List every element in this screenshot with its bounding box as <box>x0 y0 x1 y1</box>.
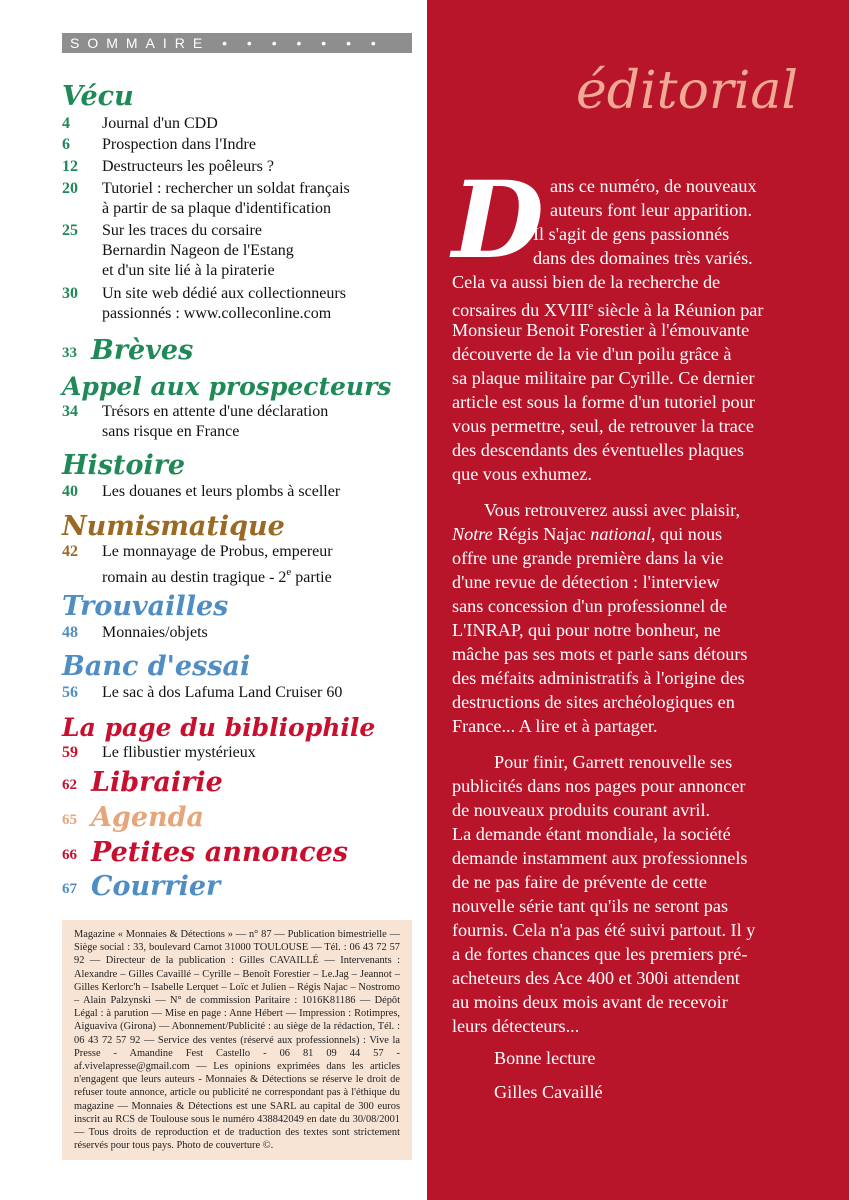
text-run: siècle à la Réunion par <box>593 300 764 320</box>
entry-title: Monnaies/objets <box>102 624 208 641</box>
section-title: Petites annonces <box>91 837 348 868</box>
page-number: 56 <box>62 684 78 701</box>
entry-line: Bernardin Nageon de l'Estang <box>102 242 294 259</box>
section-librairie[interactable] <box>62 768 223 800</box>
editorial-title: éditorial <box>575 61 798 121</box>
section-breves[interactable] <box>62 336 193 368</box>
page-number: 6 <box>62 136 70 153</box>
entry-title: Le sac à dos Lafuma Land Cruiser 60 <box>102 684 343 701</box>
entry-line: Un site web dédié aux collectionneurs <box>102 285 346 302</box>
text-run: Régis Najac <box>492 524 591 544</box>
body-line: demande instamment aux professionnels <box>452 848 748 868</box>
body-line: de nouveaux produits courant avril. <box>452 800 711 820</box>
body-line: Vous retrouverez aussi avec plaisir, <box>484 500 740 520</box>
body-line: article est sous la forme d'un tutoriel pour <box>452 392 755 412</box>
body-line: La demande étant mondiale, la société <box>452 824 731 844</box>
page-number: 62 <box>62 777 77 793</box>
body-line: Monsieur Benoit Forestier à l'émouvante <box>452 320 750 340</box>
body-line: destructions de sites archéologiques en <box>452 692 735 712</box>
entry-line: à partir de sa plaque d'identification <box>102 200 332 217</box>
body-line: ans ce numéro, de nouveaux <box>550 176 757 196</box>
entry-line: romain au destin tragique - 2 <box>102 569 287 586</box>
entry-line: passionnés : www.colleconline.com <box>102 305 332 322</box>
page-number: 12 <box>62 158 78 175</box>
page-number: 59 <box>62 744 78 761</box>
body-line: nouvelle série tant qu'ils ne seront pas <box>452 896 729 916</box>
section-banc-essai[interactable]: Banc d'essai <box>62 651 251 682</box>
page-number: 48 <box>62 624 78 641</box>
superscript: e <box>286 566 292 578</box>
superscript: e <box>588 300 594 312</box>
page-number: 42 <box>62 543 78 560</box>
entry-line: Sur les traces du corsaire <box>102 222 262 239</box>
entry-title <box>102 179 422 219</box>
body-line: que vous exhumez. <box>452 464 592 484</box>
body-line: fournis. Cela n'a pas été suivi partout. Il y <box>452 920 756 940</box>
entry-line: sans risque en France <box>102 423 240 440</box>
entry-line: Le monnayage de Probus, empereur <box>102 543 333 560</box>
section-vecu[interactable]: Vécu <box>62 81 134 112</box>
page-number: 20 <box>62 180 78 197</box>
section-title: Brèves <box>91 335 194 366</box>
body-line: L'INRAP, qui pour notre bonheur, ne <box>452 620 721 640</box>
sign-off: Bonne lecture <box>494 1048 596 1068</box>
body-line: sans concession d'un professionnel de <box>452 596 728 616</box>
page-number: 4 <box>62 115 70 132</box>
text-run: , qui nous <box>650 524 723 544</box>
author-signature: Gilles Cavaillé <box>494 1082 603 1102</box>
body-line: des méfaits administratifs à l'origine des <box>452 668 745 688</box>
section-histoire[interactable]: Histoire <box>62 450 186 481</box>
drop-cap: D <box>452 157 544 282</box>
body-line: sa plaque militaire par Cyrille. Ce dernier <box>452 368 755 388</box>
entry-title <box>102 284 422 324</box>
section-trouvailles[interactable]: Trouvailles <box>62 591 229 622</box>
text-run: national <box>590 524 651 544</box>
body-line: France... A lire et à partager. <box>452 716 658 736</box>
page-number: 34 <box>62 403 78 420</box>
entry-title: Les douanes et leurs plombs à sceller <box>102 483 341 500</box>
entry-line: Trésors en attente d'une déclaration <box>102 403 329 420</box>
entry-title <box>102 402 422 442</box>
body-line: des descendants des éventuelles plaques <box>452 440 744 460</box>
body-line: auteurs font leur apparition. <box>550 200 753 220</box>
body-line: Pour finir, Garrett renouvelle ses <box>494 752 733 772</box>
page-number: 33 <box>62 345 77 361</box>
text-run: Notre <box>452 524 493 544</box>
section-title: Courrier <box>91 871 221 902</box>
body-line: offre une grande première dans la vie <box>452 548 724 568</box>
section-agenda[interactable] <box>62 803 204 835</box>
page-number: 25 <box>62 222 78 239</box>
body-line: leurs détecteurs... <box>452 1016 580 1036</box>
imprint-box: Magazine « Monnaies & Détections » — n° 87 — Publication bimestrielle — Siège social : 33, boulevard Carnot 31000 TOULOUSE — Tél. : 06 43 72 57 92 — Directeur de la publication : Gilles CAVAILLÉ — Intervenants : Alexandre – Gilles Cavaillé – Cyrille – Benoît Forestier – Le.Jag – Jeannot – Gilles Kerlorc'h – Isabelle Lerquet – Loïc et Julien – Régis Najac – Nostromo – Alain Palzynski — N° de commission Paritaire : 1016K81186 — Dépôt Légal : à parution — Mise en page : Anne Hébert — Impression : Rotimpres, Aiguaviva (Girona) — Abonnement/Publicité : au siège de la rédaction, Tél. : 06 43 72 57 92 — Service des ventes (réservé aux professionnels) : Vive la Presse - Amandine Fest Castello - 06 81 09 44 57 - af.vivelapresse@gmail.com — Les opinions exprimées dans les articles n'engagent que leurs auteurs - Monnaies & Détections se réserve le droit de refuser toute annonce, article ou publicité ne correspondant pas à l'éthique du magazine — Monnaies & Détections est une SARL au capital de 300 euros inscrit au RCS de Toulouse sous le numéro 438842049 en date du 30/08/2001 — Tous droits de reproduction et de traduction des textes sont strictement réservés pour tous pays. Photo de couverture ©. <box>62 920 412 1160</box>
body-line: a de fortes chances que les premiers pré- <box>452 944 748 964</box>
section-petites-annonces[interactable] <box>62 838 348 870</box>
section-courrier[interactable] <box>62 872 220 904</box>
entry-title: Destructeurs les poêleurs ? <box>102 158 274 175</box>
page-number: 40 <box>62 483 78 500</box>
body-line <box>452 522 722 546</box>
section-appel[interactable]: Appel aux prospecteurs <box>62 372 392 401</box>
body-line: Cela va aussi bien de la recherche de <box>452 272 721 292</box>
entry-line: partie <box>291 569 332 586</box>
section-numismatique[interactable]: Numismatique <box>62 511 285 542</box>
page-number: 65 <box>62 812 77 828</box>
body-line: au moins deux mois avant de recevoir <box>452 992 728 1012</box>
body-line: publicités dans nos pages pour annoncer <box>452 776 746 796</box>
entry-title: Prospection dans l'Indre <box>102 136 256 153</box>
sommaire-header: SOMMAIRE • • • • • • • <box>62 33 412 53</box>
body-line: d'une revue de détection : l'interview <box>452 572 720 592</box>
text-run: corsaires du XVIII <box>452 300 589 320</box>
page-number: 66 <box>62 847 77 863</box>
body-line: vous permettre, seul, de retrouver la trace <box>452 416 754 436</box>
entry-title <box>102 221 422 281</box>
body-line: dans des domaines très variés. <box>533 248 753 268</box>
entry-title: Journal d'un CDD <box>102 115 218 132</box>
body-line: de ne pas faire de prévente de cette <box>452 872 707 892</box>
page-number: 67 <box>62 881 77 897</box>
section-title: Librairie <box>91 767 223 798</box>
body-line: Il s'agit de gens passionnés <box>533 224 730 244</box>
body-line: découverte de la vie d'un poilu grâce à <box>452 344 732 364</box>
body-line: acheteurs des Ace 400 et 300i attendent <box>452 968 740 988</box>
entry-title <box>102 542 422 588</box>
section-title: Agenda <box>91 802 205 833</box>
body-line: mâche pas ses mots et parle sans détours <box>452 644 748 664</box>
entry-line: et d'un site lié à la piraterie <box>102 262 275 279</box>
entry-title: Le flibustier mystérieux <box>102 744 256 761</box>
section-bibliophile[interactable]: La page du bibliophile <box>62 713 376 742</box>
entry-line: Tutoriel : rechercher un soldat français <box>102 180 350 197</box>
page-number: 30 <box>62 285 78 302</box>
